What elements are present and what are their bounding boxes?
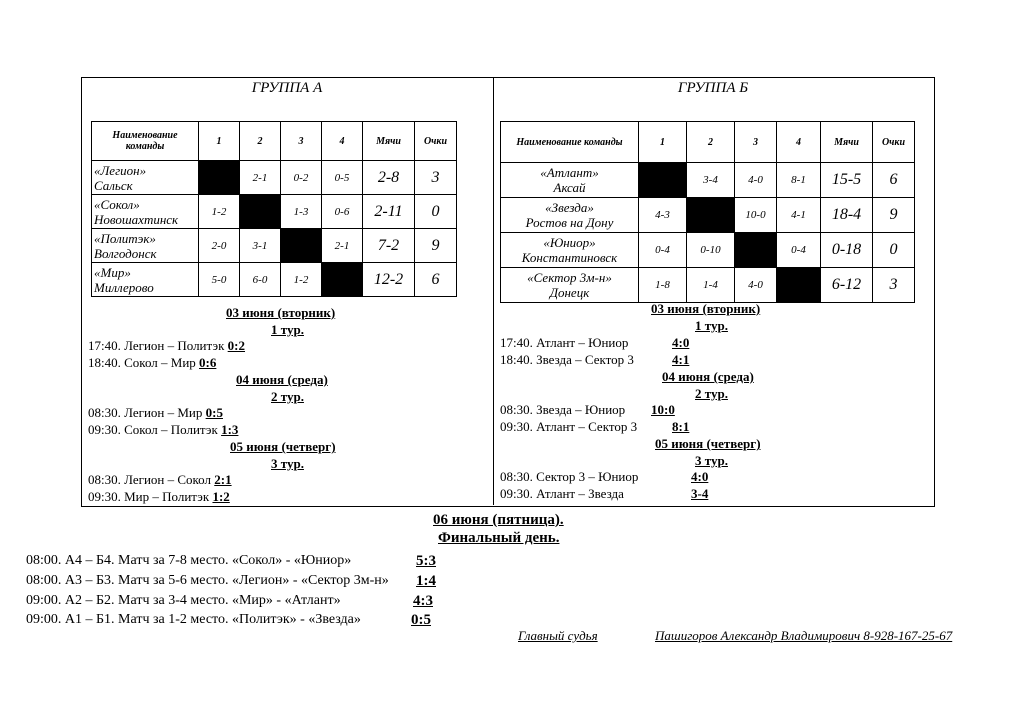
header-goals: Мячи xyxy=(821,122,873,163)
points-cell: 6 xyxy=(873,163,915,198)
team-city: Аксай xyxy=(553,180,586,195)
header-points: Очки xyxy=(415,122,457,161)
team-city: Новошахтинск xyxy=(94,211,179,227)
header-goals: Мячи xyxy=(363,122,415,161)
referee-name: Пашигоров Александр Владимирович 8-928-167-25-67 xyxy=(655,628,953,643)
table-header-row xyxy=(501,122,915,163)
group-b-standings-table xyxy=(500,121,915,303)
match-text: 09:30. Мир – Политэк xyxy=(88,489,210,504)
match-score: 1:2 xyxy=(212,489,230,504)
group-a-match-4 xyxy=(88,422,238,438)
group-b-match-3 xyxy=(500,402,675,418)
header-col-3: 3 xyxy=(735,122,777,163)
table-row xyxy=(501,163,915,198)
table-row xyxy=(92,161,457,195)
team-cell xyxy=(501,268,639,303)
score-cell: 3-1 xyxy=(240,229,281,263)
match-score: 4:1 xyxy=(672,352,690,367)
team-cell xyxy=(92,229,199,263)
group-b-day-1: 03 июня (вторник) xyxy=(651,301,761,316)
table-row xyxy=(92,229,457,263)
self-cell xyxy=(735,233,777,268)
match-score: 0:6 xyxy=(199,355,217,370)
goals-cell: 18-4 xyxy=(821,198,873,233)
match-text: 17:40. Легион – Политэк xyxy=(88,338,225,353)
match-score: 3-4 xyxy=(691,486,709,501)
score-cell: 10-0 xyxy=(735,198,777,233)
header-team-name: Наименование команды xyxy=(501,122,639,163)
group-a-tour-3: 3 тур. xyxy=(271,456,304,471)
points-cell: 9 xyxy=(415,229,457,263)
final-match xyxy=(26,573,436,589)
score-cell: 2-0 xyxy=(199,229,240,263)
header-col-1: 1 xyxy=(199,122,240,161)
group-b-match-5 xyxy=(500,469,709,485)
points-cell: 0 xyxy=(873,233,915,268)
group-a-standings-table xyxy=(91,121,457,297)
team-name: «Сокол» xyxy=(94,196,140,212)
score-cell: 0-2 xyxy=(281,161,322,195)
team-name: «Легион» xyxy=(94,162,147,178)
match-text: 17:40. Атлант – Юниор xyxy=(500,335,629,350)
score-cell: 0-6 xyxy=(322,195,363,229)
header-col-2: 2 xyxy=(687,122,735,163)
team-city: Сальск xyxy=(94,177,133,193)
final-match-score: 4:3 xyxy=(413,593,433,609)
points-cell: 9 xyxy=(873,198,915,233)
points-cell: 3 xyxy=(415,161,457,195)
score-cell: 1-4 xyxy=(687,268,735,303)
points-cell: 3 xyxy=(873,268,915,303)
group-a-match-1 xyxy=(88,338,245,354)
points-cell: 0 xyxy=(415,195,457,229)
score-cell: 0-5 xyxy=(322,161,363,195)
match-text: 09:30. Атлант – Сектор 3 xyxy=(500,419,638,434)
self-cell xyxy=(199,161,240,195)
final-match-score: 0:5 xyxy=(411,612,431,628)
group-a-match-3 xyxy=(88,405,223,421)
match-score: 4:0 xyxy=(691,469,709,484)
group-b-match-6 xyxy=(500,486,709,502)
group-b-tour-2: 2 тур. xyxy=(695,386,728,401)
table-row xyxy=(92,195,457,229)
final-match-text: 08:00. А3 – Б3. Матч за 5-6 место. «Легион» - «Сектор 3м-н» xyxy=(26,573,389,588)
goals-cell: 2-8 xyxy=(363,161,415,195)
header-col-2: 2 xyxy=(240,122,281,161)
group-a-day-2: 04 июня (среда) xyxy=(236,372,328,387)
goals-cell: 15-5 xyxy=(821,163,873,198)
header-col-4: 4 xyxy=(322,122,363,161)
match-score: 4:0 xyxy=(672,335,690,350)
final-match-text: 08:00. А4 – Б4. Матч за 7-8 место. «Сокол» - «Юниор» xyxy=(26,553,352,568)
match-score: 0:5 xyxy=(205,405,223,420)
final-match xyxy=(26,612,431,628)
final-match xyxy=(26,553,436,569)
groups-divider xyxy=(493,77,494,505)
team-name: «Юниор» xyxy=(543,235,596,250)
table-header-row xyxy=(92,122,457,161)
final-match-score: 1:4 xyxy=(416,573,436,589)
team-name: «Мир» xyxy=(94,264,131,280)
self-cell xyxy=(240,195,281,229)
final-match-score: 5:3 xyxy=(416,553,436,569)
team-name: «Атлант» xyxy=(540,165,599,180)
team-city: Ростов на Дону xyxy=(525,215,614,230)
header-team-name: Наименование команды xyxy=(92,122,199,161)
table-row xyxy=(501,268,915,303)
score-cell: 3-4 xyxy=(687,163,735,198)
group-b-match-4 xyxy=(500,419,690,435)
team-cell xyxy=(501,233,639,268)
group-b-title: ГРУППА Б xyxy=(677,80,749,96)
group-b-day-2: 04 июня (среда) xyxy=(662,369,754,384)
goals-cell: 6-12 xyxy=(821,268,873,303)
match-text: 08:30. Сектор 3 – Юниор xyxy=(500,469,639,484)
group-b-tour-3: 3 тур. xyxy=(695,453,728,468)
self-cell xyxy=(777,268,821,303)
group-a-match-6 xyxy=(88,489,230,505)
team-city: Константиновск xyxy=(521,250,618,265)
group-a-tour-2: 2 тур. xyxy=(271,389,304,404)
score-cell: 6-0 xyxy=(240,263,281,297)
team-name: «Сектор 3м-н» xyxy=(527,270,612,285)
score-cell: 0-10 xyxy=(687,233,735,268)
score-cell: 2-1 xyxy=(240,161,281,195)
group-a-day-1: 03 июня (вторник) xyxy=(226,305,336,320)
score-cell: 1-8 xyxy=(639,268,687,303)
match-text: 09:30. Атлант – Звезда xyxy=(500,486,624,501)
score-cell: 5-0 xyxy=(199,263,240,297)
match-text: 09:30. Сокол – Политэк xyxy=(88,422,218,437)
group-b-day-3: 05 июня (четверг) xyxy=(655,436,761,451)
team-cell xyxy=(92,263,199,297)
goals-cell: 7-2 xyxy=(363,229,415,263)
self-cell xyxy=(687,198,735,233)
header-col-3: 3 xyxy=(281,122,322,161)
team-cell xyxy=(92,161,199,195)
score-cell: 4-1 xyxy=(777,198,821,233)
match-text: 08:30. Легион – Сокол xyxy=(88,472,211,487)
final-match-text: 09:00. А1 – Б1. Матч за 1-2 место. «Политэк» - «Звезда» xyxy=(26,612,361,627)
group-a-match-2 xyxy=(88,355,216,371)
header-points: Очки xyxy=(873,122,915,163)
score-cell: 8-1 xyxy=(777,163,821,198)
group-b-match-2 xyxy=(500,352,690,368)
group-a-tour-1: 1 тур. xyxy=(271,322,304,337)
goals-cell: 0-18 xyxy=(821,233,873,268)
finals-date: 06 июня (пятница). xyxy=(433,512,564,528)
match-score: 1:3 xyxy=(221,422,239,437)
self-cell xyxy=(639,163,687,198)
match-text: 18:40. Звезда – Сектор 3 xyxy=(500,352,634,367)
group-b-match-1 xyxy=(500,335,690,351)
goals-cell: 12-2 xyxy=(363,263,415,297)
match-text: 18:40. Сокол – Мир xyxy=(88,355,196,370)
score-cell: 1-2 xyxy=(281,263,322,297)
match-text: 08:30. Легион – Мир xyxy=(88,405,203,420)
referee-label: Главный судья xyxy=(518,628,598,643)
score-cell: 4-0 xyxy=(735,163,777,198)
self-cell xyxy=(322,263,363,297)
score-cell: 1-3 xyxy=(281,195,322,229)
table-row xyxy=(501,233,915,268)
finals-title: Финальный день. xyxy=(438,530,560,546)
header-col-1: 1 xyxy=(639,122,687,163)
team-city: Донецк xyxy=(549,285,590,300)
group-a-title: ГРУППА А xyxy=(251,80,323,96)
group-a-day-3: 05 июня (четверг) xyxy=(230,439,336,454)
score-cell: 4-3 xyxy=(639,198,687,233)
header-col-4: 4 xyxy=(777,122,821,163)
score-cell: 4-0 xyxy=(735,268,777,303)
score-cell: 2-1 xyxy=(322,229,363,263)
match-score: 8:1 xyxy=(672,419,690,434)
team-cell xyxy=(92,195,199,229)
team-name: «Политэк» xyxy=(94,230,156,246)
score-cell: 0-4 xyxy=(777,233,821,268)
self-cell xyxy=(281,229,322,263)
match-text: 08:30. Звезда – Юниор xyxy=(500,402,626,417)
final-match-text: 09:00. А2 – Б2. Матч за 3-4 место. «Мир» - «Атлант» xyxy=(26,593,341,608)
table-row xyxy=(92,263,457,297)
final-match xyxy=(26,593,433,609)
group-b-tour-1: 1 тур. xyxy=(695,318,728,333)
team-name: «Звезда» xyxy=(545,200,594,215)
team-cell xyxy=(501,163,639,198)
team-city: Миллерово xyxy=(94,279,154,295)
table-row xyxy=(501,198,915,233)
goals-cell: 2-11 xyxy=(363,195,415,229)
match-score: 2:1 xyxy=(214,472,232,487)
team-cell xyxy=(501,198,639,233)
score-cell: 1-2 xyxy=(199,195,240,229)
match-score: 0:2 xyxy=(227,338,246,353)
team-city: Волгодонск xyxy=(94,245,157,261)
group-a-match-5 xyxy=(88,472,232,488)
match-score: 10:0 xyxy=(651,402,675,417)
score-cell: 0-4 xyxy=(639,233,687,268)
points-cell: 6 xyxy=(415,263,457,297)
